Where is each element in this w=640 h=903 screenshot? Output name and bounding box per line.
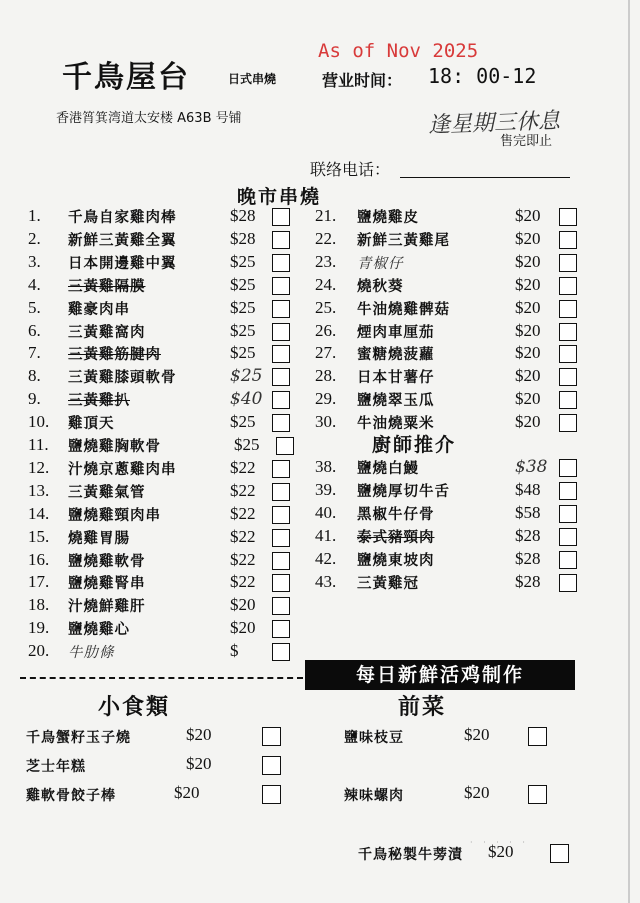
item-number: 15. bbox=[28, 526, 50, 546]
item-name: 青椒仔 bbox=[357, 255, 404, 272]
item-name: 三黃雞冠 bbox=[357, 575, 419, 592]
menu-item bbox=[28, 527, 298, 550]
chef-section-title: 廚師推介 bbox=[372, 434, 457, 456]
menu-item bbox=[28, 595, 298, 618]
snack-item bbox=[26, 725, 296, 749]
item-name: 燒雞胃腸 bbox=[68, 530, 130, 547]
item-name: 鹽燒雞頸肉串 bbox=[68, 507, 161, 524]
item-name: 三黃雞扒 bbox=[68, 393, 130, 410]
snack-item bbox=[26, 783, 296, 807]
item-price: $20 bbox=[464, 783, 490, 802]
item-name: 鹽燒雞心 bbox=[68, 622, 130, 639]
sold-out-note: 售完即止 bbox=[500, 134, 553, 149]
menu-item bbox=[28, 504, 298, 527]
item-price: $22 bbox=[230, 503, 256, 523]
hours-label: 营业时间： bbox=[322, 71, 403, 90]
item-price: $ bbox=[230, 641, 239, 661]
item-name: 鹽燒厚切牛舌 bbox=[357, 483, 450, 500]
order-checkbox[interactable] bbox=[272, 323, 290, 341]
menu-item bbox=[28, 458, 298, 481]
menu-item bbox=[315, 298, 585, 321]
item-number: 22. bbox=[315, 228, 337, 248]
order-checkbox[interactable] bbox=[272, 643, 290, 661]
order-checkbox[interactable] bbox=[559, 414, 577, 432]
item-price: $28 bbox=[515, 571, 541, 591]
order-checkbox[interactable] bbox=[528, 727, 547, 746]
snack-item bbox=[26, 754, 296, 778]
appetizer-item bbox=[344, 783, 614, 807]
item-name: 鹽燒翠玉瓜 bbox=[357, 393, 435, 410]
item-price: $28 bbox=[515, 525, 541, 545]
item-number: 25. bbox=[315, 297, 337, 317]
item-price: $28 bbox=[515, 548, 541, 568]
item-number: 18. bbox=[28, 595, 50, 615]
item-price: $28 bbox=[230, 228, 256, 248]
item-number: 26. bbox=[315, 320, 337, 340]
item-number: 11. bbox=[28, 435, 49, 454]
menu-item bbox=[28, 252, 298, 275]
item-number: 8. bbox=[28, 366, 41, 386]
page-edge bbox=[628, 0, 630, 903]
item-number: 3. bbox=[28, 251, 41, 271]
menu-item bbox=[315, 389, 585, 412]
item-number: 24. bbox=[315, 274, 337, 294]
item-number: 21. bbox=[315, 206, 337, 225]
menu-item bbox=[28, 206, 298, 229]
menu-item bbox=[28, 229, 298, 252]
order-checkbox[interactable] bbox=[272, 597, 290, 615]
menu-item bbox=[28, 321, 298, 344]
item-name: 千鳥秘製牛蒡漬 bbox=[358, 847, 463, 863]
item-price: $25 bbox=[230, 274, 256, 294]
order-checkbox[interactable] bbox=[272, 391, 290, 409]
item-number: 13. bbox=[28, 480, 50, 500]
item-name: 鹽燒雞胸軟骨 bbox=[68, 439, 161, 455]
item-price: $25 bbox=[234, 435, 260, 454]
hours-value: 18: 00-12 bbox=[428, 64, 537, 88]
order-checkbox[interactable] bbox=[272, 208, 290, 226]
order-checkbox[interactable] bbox=[559, 505, 577, 523]
item-name: 煙肉車厘茄 bbox=[357, 324, 435, 341]
order-checkbox[interactable] bbox=[559, 528, 577, 546]
item-number: 17. bbox=[28, 572, 50, 592]
order-checkbox[interactable] bbox=[559, 368, 577, 386]
item-number: 12. bbox=[28, 457, 50, 477]
order-checkbox[interactable] bbox=[272, 506, 290, 524]
item-number: 27. bbox=[315, 343, 337, 363]
item-number: 4. bbox=[28, 274, 41, 294]
menu-item bbox=[315, 343, 585, 366]
menu-item bbox=[315, 275, 585, 298]
order-checkbox[interactable] bbox=[272, 460, 290, 478]
snacks-section-title: 小食類 bbox=[98, 695, 171, 720]
item-name: 鹽燒東坡肉 bbox=[357, 552, 435, 569]
item-number: 9. bbox=[28, 389, 41, 409]
menu-item bbox=[28, 412, 298, 435]
item-name: 芝士年糕 bbox=[26, 759, 86, 775]
item-price: $25 bbox=[230, 320, 256, 340]
menu-item bbox=[28, 641, 298, 664]
item-price: $20 bbox=[515, 206, 541, 225]
menu-item bbox=[315, 206, 585, 229]
order-checkbox[interactable] bbox=[559, 345, 577, 363]
item-number: 16. bbox=[28, 549, 50, 569]
order-checkbox[interactable] bbox=[272, 483, 290, 501]
order-checkbox[interactable] bbox=[559, 208, 577, 226]
item-name: 汁燒鮮雞肝 bbox=[68, 599, 146, 616]
item-name: 日本甘薯仔 bbox=[357, 370, 435, 387]
dashed-divider bbox=[20, 677, 303, 679]
address: 香港筲箕湾道太安楼 A63B 号铺 bbox=[56, 111, 242, 126]
item-name: 三黃雞膝頭軟骨 bbox=[68, 370, 177, 387]
menu-item bbox=[315, 526, 585, 549]
dotted-mark: · · · · · bbox=[470, 838, 529, 847]
menu-item bbox=[28, 618, 298, 641]
menu-item bbox=[315, 549, 585, 572]
order-checkbox[interactable] bbox=[272, 529, 290, 547]
item-price: $25 bbox=[230, 366, 263, 387]
item-name: 千鳥自家雞肉棒 bbox=[68, 210, 177, 226]
item-price: $20 bbox=[186, 725, 212, 744]
item-number: 29. bbox=[315, 389, 337, 409]
item-number: 10. bbox=[28, 412, 50, 432]
item-price: $20 bbox=[515, 228, 541, 248]
restaurant-name: 千鳥屋台 bbox=[62, 60, 190, 95]
item-price: $20 bbox=[515, 320, 541, 340]
item-price: $20 bbox=[186, 754, 212, 773]
menu-item bbox=[315, 229, 585, 252]
item-name: 蜜糖燒菠蘿 bbox=[357, 347, 435, 364]
item-number: 20. bbox=[28, 641, 50, 661]
phone-field[interactable] bbox=[400, 177, 570, 178]
menu-item bbox=[315, 412, 585, 435]
order-checkbox[interactable] bbox=[272, 254, 290, 272]
item-name: 鹽燒白鰻 bbox=[357, 461, 419, 477]
item-price: $58 bbox=[515, 502, 541, 522]
restaurant-subtitle: 日式串燒 bbox=[228, 72, 277, 86]
item-number: 42. bbox=[315, 548, 337, 568]
order-checkbox[interactable] bbox=[272, 368, 290, 386]
item-number: 6. bbox=[28, 320, 41, 340]
phone-label: 联络电话： bbox=[310, 160, 391, 179]
item-name: 千鳥蟹籽玉子燒 bbox=[26, 730, 131, 746]
item-name: 牛肋條 bbox=[68, 645, 115, 662]
menu-item bbox=[315, 252, 585, 275]
item-name: 汁燒京蔥雞肉串 bbox=[68, 461, 177, 478]
item-number: 40. bbox=[315, 502, 337, 522]
item-name: 新鮮三黃雞全翼 bbox=[68, 232, 177, 249]
menu-item bbox=[28, 275, 298, 298]
item-price: $25 bbox=[230, 412, 256, 432]
item-number: 41. bbox=[315, 525, 337, 545]
order-checkbox[interactable] bbox=[262, 727, 281, 746]
item-price: $48 bbox=[515, 479, 541, 499]
order-checkbox[interactable] bbox=[262, 785, 281, 804]
order-checkbox[interactable] bbox=[272, 552, 290, 570]
item-name: 黑椒牛仔骨 bbox=[357, 506, 435, 523]
item-price: $22 bbox=[230, 526, 256, 546]
order-checkbox[interactable] bbox=[559, 277, 577, 295]
item-price: $40 bbox=[230, 389, 263, 410]
menu-item bbox=[28, 435, 298, 458]
item-name: 牛油燒粟米 bbox=[357, 416, 435, 433]
item-price: $38 bbox=[515, 457, 548, 477]
item-name: 三黃雞筋腱肉 bbox=[68, 347, 161, 364]
item-name: 泰式豬頸肉 bbox=[357, 529, 435, 546]
item-price: $22 bbox=[230, 572, 256, 592]
menu-item bbox=[28, 481, 298, 504]
item-price: $20 bbox=[515, 251, 541, 271]
item-name: 牛油燒雞髀菇 bbox=[357, 301, 450, 318]
item-price: $25 bbox=[230, 297, 256, 317]
item-price: $20 bbox=[488, 842, 514, 861]
item-price: $20 bbox=[515, 389, 541, 409]
menu-item bbox=[315, 457, 585, 480]
item-name: 辣味螺肉 bbox=[344, 788, 404, 804]
item-name: 日本開邊雞中翼 bbox=[68, 255, 177, 272]
item-price: $20 bbox=[230, 618, 256, 638]
item-number: 2. bbox=[28, 228, 41, 248]
closed-day-note: 逢星期三休息 bbox=[427, 108, 561, 139]
item-price: $25 bbox=[230, 251, 256, 271]
item-name: 鹽燒雞軟骨 bbox=[68, 553, 146, 570]
menu-item bbox=[315, 480, 585, 503]
order-checkbox[interactable] bbox=[528, 785, 547, 804]
item-price: $25 bbox=[230, 343, 256, 363]
order-checkbox[interactable] bbox=[272, 414, 290, 432]
item-price: $20 bbox=[230, 595, 256, 615]
item-price: $28 bbox=[230, 206, 256, 225]
item-number: 1. bbox=[28, 206, 41, 225]
item-name: 鹽燒雞腎串 bbox=[68, 576, 146, 593]
appetizer-item bbox=[344, 754, 614, 778]
appetizers-section-title: 前菜 bbox=[398, 695, 447, 720]
menu-item bbox=[315, 572, 585, 595]
order-checkbox[interactable] bbox=[276, 437, 294, 455]
menu-item bbox=[315, 366, 585, 389]
order-checkbox[interactable] bbox=[559, 574, 577, 592]
order-checkbox[interactable] bbox=[262, 756, 281, 775]
item-price: $20 bbox=[515, 274, 541, 294]
item-number: 5. bbox=[28, 297, 41, 317]
item-number: 39. bbox=[315, 479, 337, 499]
item-number: 14. bbox=[28, 503, 50, 523]
order-checkbox[interactable] bbox=[559, 323, 577, 341]
item-name: 燒秋葵 bbox=[357, 278, 404, 295]
menu-item bbox=[28, 389, 298, 412]
evening-section-title: 晚市串燒 bbox=[237, 186, 322, 208]
menu-item bbox=[28, 366, 298, 389]
appetizer-item bbox=[344, 725, 614, 749]
as-of-date: As of Nov 2025 bbox=[318, 40, 479, 62]
fresh-chicken-banner: 每日新鮮活鸡制作 bbox=[305, 660, 575, 690]
order-checkbox[interactable] bbox=[559, 551, 577, 569]
menu-item bbox=[28, 343, 298, 366]
item-number: 38. bbox=[315, 457, 337, 476]
item-price: $20 bbox=[515, 343, 541, 363]
item-number: 7. bbox=[28, 343, 41, 363]
item-name: 雞豪肉串 bbox=[68, 301, 130, 318]
order-checkbox[interactable] bbox=[272, 277, 290, 295]
order-checkbox[interactable] bbox=[559, 300, 577, 318]
item-name: 新鮮三黃雞尾 bbox=[357, 232, 450, 249]
item-number: 28. bbox=[315, 366, 337, 386]
order-checkbox[interactable] bbox=[550, 844, 569, 863]
order-checkbox[interactable] bbox=[272, 300, 290, 318]
item-number: 43. bbox=[315, 571, 337, 591]
item-name: 鹽味枝豆 bbox=[344, 730, 404, 746]
item-name: 三黃雞窩肉 bbox=[68, 324, 146, 341]
item-price: $20 bbox=[174, 783, 200, 802]
item-price: $20 bbox=[515, 297, 541, 317]
order-checkbox[interactable] bbox=[559, 254, 577, 272]
order-checkbox[interactable] bbox=[272, 231, 290, 249]
item-price: $20 bbox=[515, 412, 541, 432]
item-number: 30. bbox=[315, 412, 337, 432]
order-checkbox[interactable] bbox=[272, 574, 290, 592]
item-price: $22 bbox=[230, 549, 256, 569]
order-checkbox[interactable] bbox=[559, 459, 577, 477]
item-name: 三黃雞氣管 bbox=[68, 484, 146, 501]
item-number: 23. bbox=[315, 251, 337, 271]
menu-item bbox=[28, 572, 298, 595]
menu-item bbox=[315, 321, 585, 344]
order-checkbox[interactable] bbox=[272, 345, 290, 363]
menu-item bbox=[315, 503, 585, 526]
item-price: $20 bbox=[515, 366, 541, 386]
menu-item bbox=[28, 550, 298, 573]
item-price: $20 bbox=[464, 725, 490, 744]
item-price: $22 bbox=[230, 457, 256, 477]
item-name: 雞頂天 bbox=[68, 416, 115, 433]
item-number: 19. bbox=[28, 618, 50, 638]
order-checkbox[interactable] bbox=[272, 620, 290, 638]
order-checkbox[interactable] bbox=[559, 482, 577, 500]
order-checkbox[interactable] bbox=[559, 231, 577, 249]
item-name: 雞軟骨餃子棒 bbox=[26, 788, 116, 804]
order-checkbox[interactable] bbox=[559, 391, 577, 409]
item-name: 鹽燒雞皮 bbox=[357, 210, 419, 226]
menu-item bbox=[28, 298, 298, 321]
item-name: 三黃雞隔膜 bbox=[68, 278, 146, 295]
item-price: $22 bbox=[230, 480, 256, 500]
